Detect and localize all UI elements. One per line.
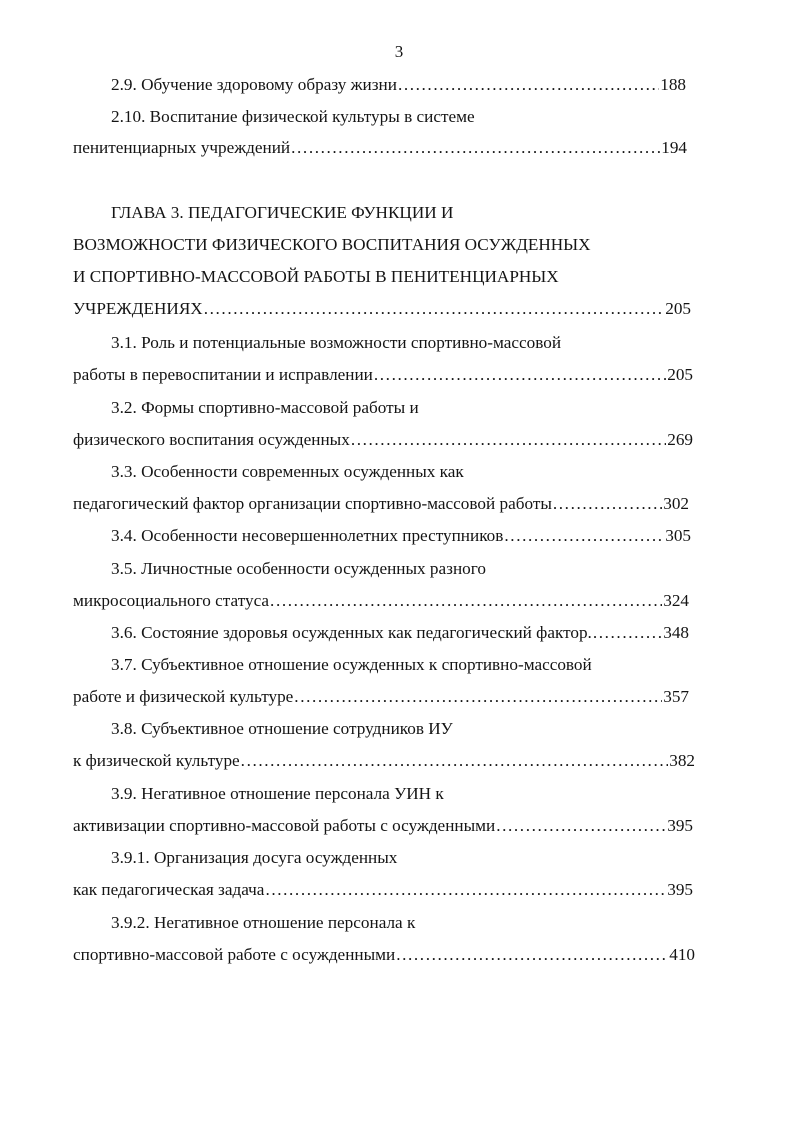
toc-entry-page: 348 (663, 623, 689, 642)
toc-entry-3-9-1-line1: 3.9.1. Организация досуга осужденных (111, 848, 398, 867)
toc-entry-3-6 (111, 620, 689, 646)
toc-entry-3-3-line1: 3.3. Особенности современных осужденных как (111, 462, 464, 481)
toc-entry-title: 2.9. Обучение здоровому образу жизни (111, 75, 397, 94)
dot-leader (553, 491, 662, 517)
toc-entry-page: 302 (663, 494, 689, 513)
toc-entry-title: 3.6. Состояние здоровья осужденных как педагогический фактор. (111, 623, 592, 642)
toc-entry-3-5 (73, 588, 689, 614)
dot-leader (294, 684, 662, 710)
toc-entry-page: 194 (661, 138, 687, 157)
toc-entry-2-10-line1: 2.10. Воспитание физической культуры в системе (111, 107, 475, 126)
toc-entry-page: 357 (663, 687, 689, 706)
toc-entry-3-9-line1: 3.9. Негативное отношение персонала УИН к (111, 784, 444, 803)
toc-entry-title: к физической культуре (73, 751, 240, 770)
toc-entry-title: спортивно-массовой работе с осужденными (73, 945, 396, 964)
dot-leader (265, 877, 666, 903)
toc-entry-page: 324 (663, 591, 689, 610)
toc-entry-title: работе и физической культуре (73, 687, 294, 706)
dot-leader (504, 523, 664, 549)
toc-entry-page: 395 (667, 816, 693, 835)
toc-entry-title: работы в перевоспитании и исправлении (73, 365, 373, 384)
toc-entry-chapter-3 (73, 296, 691, 322)
toc-entry-3-5-line1: 3.5. Личностные особенности осужденных разного (111, 559, 486, 578)
toc-entry-3-2 (73, 427, 693, 453)
toc-entry-3-9-1 (73, 877, 693, 903)
toc-entry-title: физического воспитания осужденных (73, 430, 350, 449)
dot-leader (396, 942, 668, 968)
toc-entry-3-1-line1: 3.1. Роль и потенциальные возможности спортивно-массовой (111, 333, 562, 352)
dot-leader (496, 813, 666, 839)
chapter-heading-line1: ГЛАВА 3. ПЕДАГОГИЧЕСКИЕ ФУНКЦИИ И (111, 203, 454, 222)
toc-entry-title: педагогический фактор организации спортивно-массовой работы (73, 494, 552, 513)
toc-entry-3-8 (73, 748, 695, 774)
toc-entry-3-7-line1: 3.7. Субъективное отношение осужденных к спортивно-массовой (111, 655, 592, 674)
chapter-heading-line3: И СПОРТИВНО-МАССОВОЙ РАБОТЫ В ПЕНИТЕНЦИАРНЫХ (73, 267, 559, 286)
toc-entry-title: пенитенциарных учреждений (73, 138, 291, 157)
toc-entry-page: 205 (667, 365, 693, 384)
toc-entry-2-9 (111, 72, 686, 98)
toc-entry-title: как педагогическая задача (73, 880, 265, 899)
toc-entry-3-7 (73, 684, 689, 710)
toc-entry-3-9-2-line1: 3.9.2. Негативное отношение персонала к (111, 913, 416, 932)
page-number: 3 (394, 42, 404, 61)
dot-leader (291, 135, 660, 161)
dot-leader (351, 427, 666, 453)
toc-entry-title: микросоциального статуса (73, 591, 270, 610)
toc-entry-page: 188 (660, 75, 686, 94)
dot-leader (204, 296, 664, 322)
toc-entry-page: 410 (669, 945, 695, 964)
dot-leader (593, 620, 662, 646)
toc-entry-2-10 (73, 135, 687, 161)
toc-entry-page: 395 (667, 880, 693, 899)
toc-entry-3-9-2 (73, 942, 695, 968)
toc-entry-3-9 (73, 813, 693, 839)
toc-entry-page: 305 (665, 526, 691, 545)
dot-leader (270, 588, 662, 614)
toc-entry-title: 3.4. Особенности несовершеннолетних преступников (111, 526, 504, 545)
toc-entry-3-3 (73, 491, 689, 517)
dot-leader (374, 362, 666, 388)
toc-entry-title: УЧРЕЖДЕНИЯХ (73, 299, 203, 318)
toc-entry-page: 205 (665, 299, 691, 318)
toc-entry-3-8-line1: 3.8. Субъективное отношение сотрудников ИУ (111, 719, 453, 738)
toc-entry-3-1 (73, 362, 693, 388)
dot-leader (398, 72, 659, 98)
toc-entry-page: 382 (669, 751, 695, 770)
toc-entry-title: активизации спортивно-массовой работы с осужденными (73, 816, 496, 835)
dot-leader (241, 748, 669, 774)
chapter-heading-line2: ВОЗМОЖНОСТИ ФИЗИЧЕСКОГО ВОСПИТАНИЯ ОСУЖДЕННЫХ (73, 235, 591, 254)
toc-entry-3-4 (111, 523, 691, 549)
toc-entry-page: 269 (667, 430, 693, 449)
toc-entry-3-2-line1: 3.2. Формы спортивно-массовой работы и (111, 398, 419, 417)
